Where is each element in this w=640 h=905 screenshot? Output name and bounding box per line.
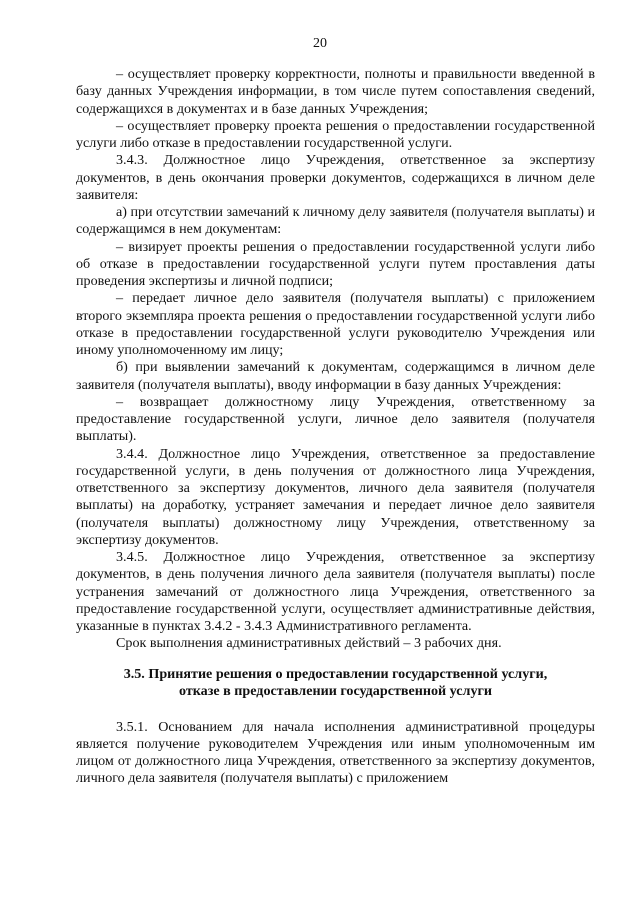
paragraph: – осуществляет проверку проекта решения о предоставлении государственной услуги либо отказе в предоставлении государственной услуги. — [76, 117, 595, 151]
paragraph: 3.4.5. Должностное лицо Учреждения, ответственное за экспертизу документов, в день получения личного дела заявителя (получателя выплаты) после устранения замечаний от должностного лица Учреждения, ответственного за предоставление государственной услуги, осуществляет административные действия, указанные в пунктах 3.4.2 - 3.4.3 Административного регламента. — [76, 549, 595, 634]
paragraph: 3.5.1. Основанием для начала исполнения административной процедуры является получение руководителем Учреждения или иным уполномоченным им лицом от должностного лица Учреждения, ответственного за экспертизу документов, личного дела заявителя (получателя выплаты) с приложением — [76, 718, 595, 787]
paragraph: – осуществляет проверку корректности, полноты и правильности введенной в базу данных Учреждения информации, в том числе путем сопоставления сведений, содержащихся в документах и в базе данных Учреждения; — [76, 66, 595, 117]
paragraph: 3.4.4. Должностное лицо Учреждения, ответственное за предоставление государственной услуги, в день получения от должностного лица Учреждения, ответственного за экспертизу документов, личного дела заявителя (получателя выплаты) на доработку, устраняет замечания и передает личное дело заявителя (получателя выплаты) должностному лицу Учреждения, ответственному за экспертизу документов. — [76, 445, 595, 548]
section-heading — [76, 666, 595, 701]
section-heading-line-2: отказе в предоставлении государственной услуги — [178, 683, 493, 699]
paragraph: 3.4.3. Должностное лицо Учреждения, ответственное за экспертизу документов, в день окончания проверки документов, содержащихся в личном деле заявителя: — [76, 152, 595, 203]
paragraph: – возвращает должностному лицу Учреждения, ответственному за предоставление государственной услуги, личное дело заявителя (получателя выплаты). — [76, 393, 595, 445]
paragraph: – передает личное дело заявителя (получателя выплаты) с приложением второго экземпляра проекта решения о предоставлении государственной услуги либо отказе в предоставлении государственной услуги руководителю Учреждения или иному уполномоченному им лицу; — [76, 290, 595, 358]
page-number: 20 — [313, 36, 327, 51]
paragraph: – визирует проекты решения о предоставлении государственной услуги либо об отказе в предоставлении государственной услуги путем проставления даты проведения экспертизы и личной подписи; — [76, 238, 595, 289]
section-heading-line-1: 3.5. Принятие решения о предоставлении государственной услуги, — [123, 665, 548, 682]
document-body — [76, 66, 595, 788]
paragraph: б) при выявлении замечаний к документам, содержащимся в личном деле заявителя (получателя выплаты), вводу информации в базу данных Учреждения: — [76, 359, 595, 393]
paragraph: а) при отсутствии замечаний к личному делу заявителя (получателя выплаты) и содержащимся в нем документам: — [76, 204, 596, 238]
paragraph: Срок выполнения административных действий – 3 рабочих дня. — [116, 635, 502, 652]
